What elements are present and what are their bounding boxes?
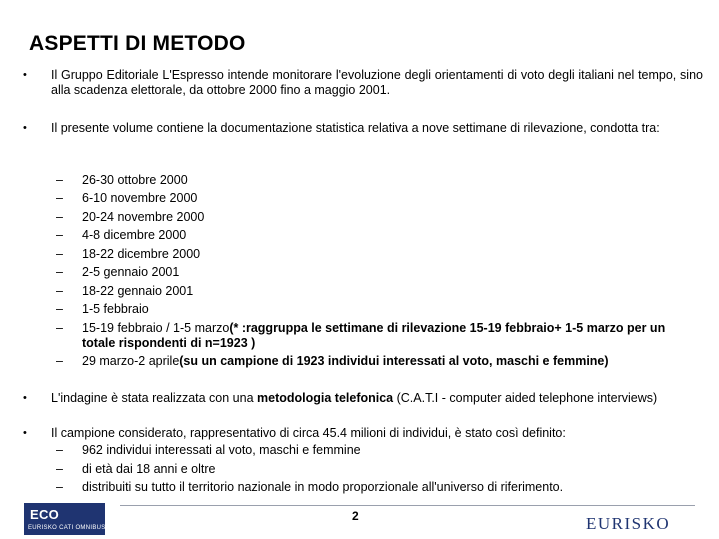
dash-symbol: – [56,173,63,187]
week-note: (su un campione di 1923 individui interessati al voto, maschi e femmine) [179,354,609,368]
list-item-text [82,354,700,369]
bullet-intro [23,68,703,98]
dash-symbol: – [56,228,63,242]
list-item [56,191,700,206]
eurisko-logo: EURISKO [586,514,671,533]
eco-logo [24,503,105,535]
list-item-text: 962 individui interessati al voto, maschi e femmine [82,443,361,457]
page-title: ASPETTI DI METODO [29,32,246,55]
dash-symbol: – [56,443,63,457]
bullet-text [51,391,703,406]
logo-main-text: ECO [30,507,60,522]
bullet-symbol: • [23,427,27,439]
list-item [56,321,700,351]
list-item-text: di età dai 18 anni e oltre [82,462,216,476]
list-item [56,265,700,280]
list-item [56,480,700,495]
dash-symbol: – [56,354,63,368]
week-note: (* :raggruppa le settimane di rilevazione 15-19 febbraio+ 1-5 marzo per un totale rispondenti di n=1923 ) [82,321,666,350]
bullet-symbol: • [23,69,27,81]
list-item-text: 20-24 novembre 2000 [82,210,205,224]
bullet-sample [23,426,703,441]
list-item-text [82,321,700,351]
method-pre: L'indagine è stata realizzata con una [51,391,257,405]
list-item [56,443,700,458]
page-number: 2 [352,509,359,523]
dash-symbol: – [56,191,63,205]
list-item-text: 18-22 dicembre 2000 [82,247,201,261]
list-item [56,173,700,188]
list-item [56,228,700,243]
week-dates: 15-19 febbraio / 1-5 marzo [82,321,230,335]
method-post: (C.A.T.I - computer aided telephone interviews) [393,391,658,405]
list-item-text: 4-8 dicembre 2000 [82,228,187,242]
method-bold: metodologia telefonica [257,391,394,405]
footer-divider [120,505,695,506]
dash-symbol: – [56,302,63,316]
bullet-method [23,391,703,406]
dash-symbol: – [56,321,63,335]
list-item-text: 2-5 gennaio 2001 [82,265,180,279]
dash-symbol: – [56,462,63,476]
list-item [56,354,700,369]
week-dates: 29 marzo-2 aprile [82,354,180,368]
dash-symbol: – [56,265,63,279]
bullet-symbol: • [23,392,27,404]
bullet-text: Il campione considerato, rappresentativo di circa 45.4 milioni di individui, è stato così definito: [51,426,566,440]
dash-symbol: – [56,480,63,494]
dash-symbol: – [56,284,63,298]
dash-symbol: – [56,247,63,261]
dash-symbol: – [56,210,63,224]
list-item [56,284,700,299]
list-item [56,247,700,262]
list-item [56,210,700,225]
list-item-text: 18-22 gennaio 2001 [82,284,194,298]
bullet-volume [23,121,703,136]
list-item-text: 6-10 novembre 2000 [82,191,198,205]
list-item [56,302,700,317]
bullet-text: Il presente volume contiene la documentazione statistica relativa a nove settimane di rilevazione, condotta tra: [51,121,660,135]
logo-small-text: EURISKO CATI OMNIBUS [28,525,106,531]
list-item-text: 1-5 febbraio [82,302,149,316]
bullet-symbol: • [23,122,27,134]
list-item-text: distribuiti su tutto il territorio nazionale in modo proporzionale all'universo di riferimento. [82,480,564,494]
list-item [56,462,700,477]
list-item-text: 26-30 ottobre 2000 [82,173,188,187]
bullet-text: Il Gruppo Editoriale L'Espresso intende monitorare l'evoluzione degli orientamenti di voto degli italiani nel tempo, sino alla scadenza elettorale, da ottobre 2000 fino a maggio 2001. [51,68,703,97]
